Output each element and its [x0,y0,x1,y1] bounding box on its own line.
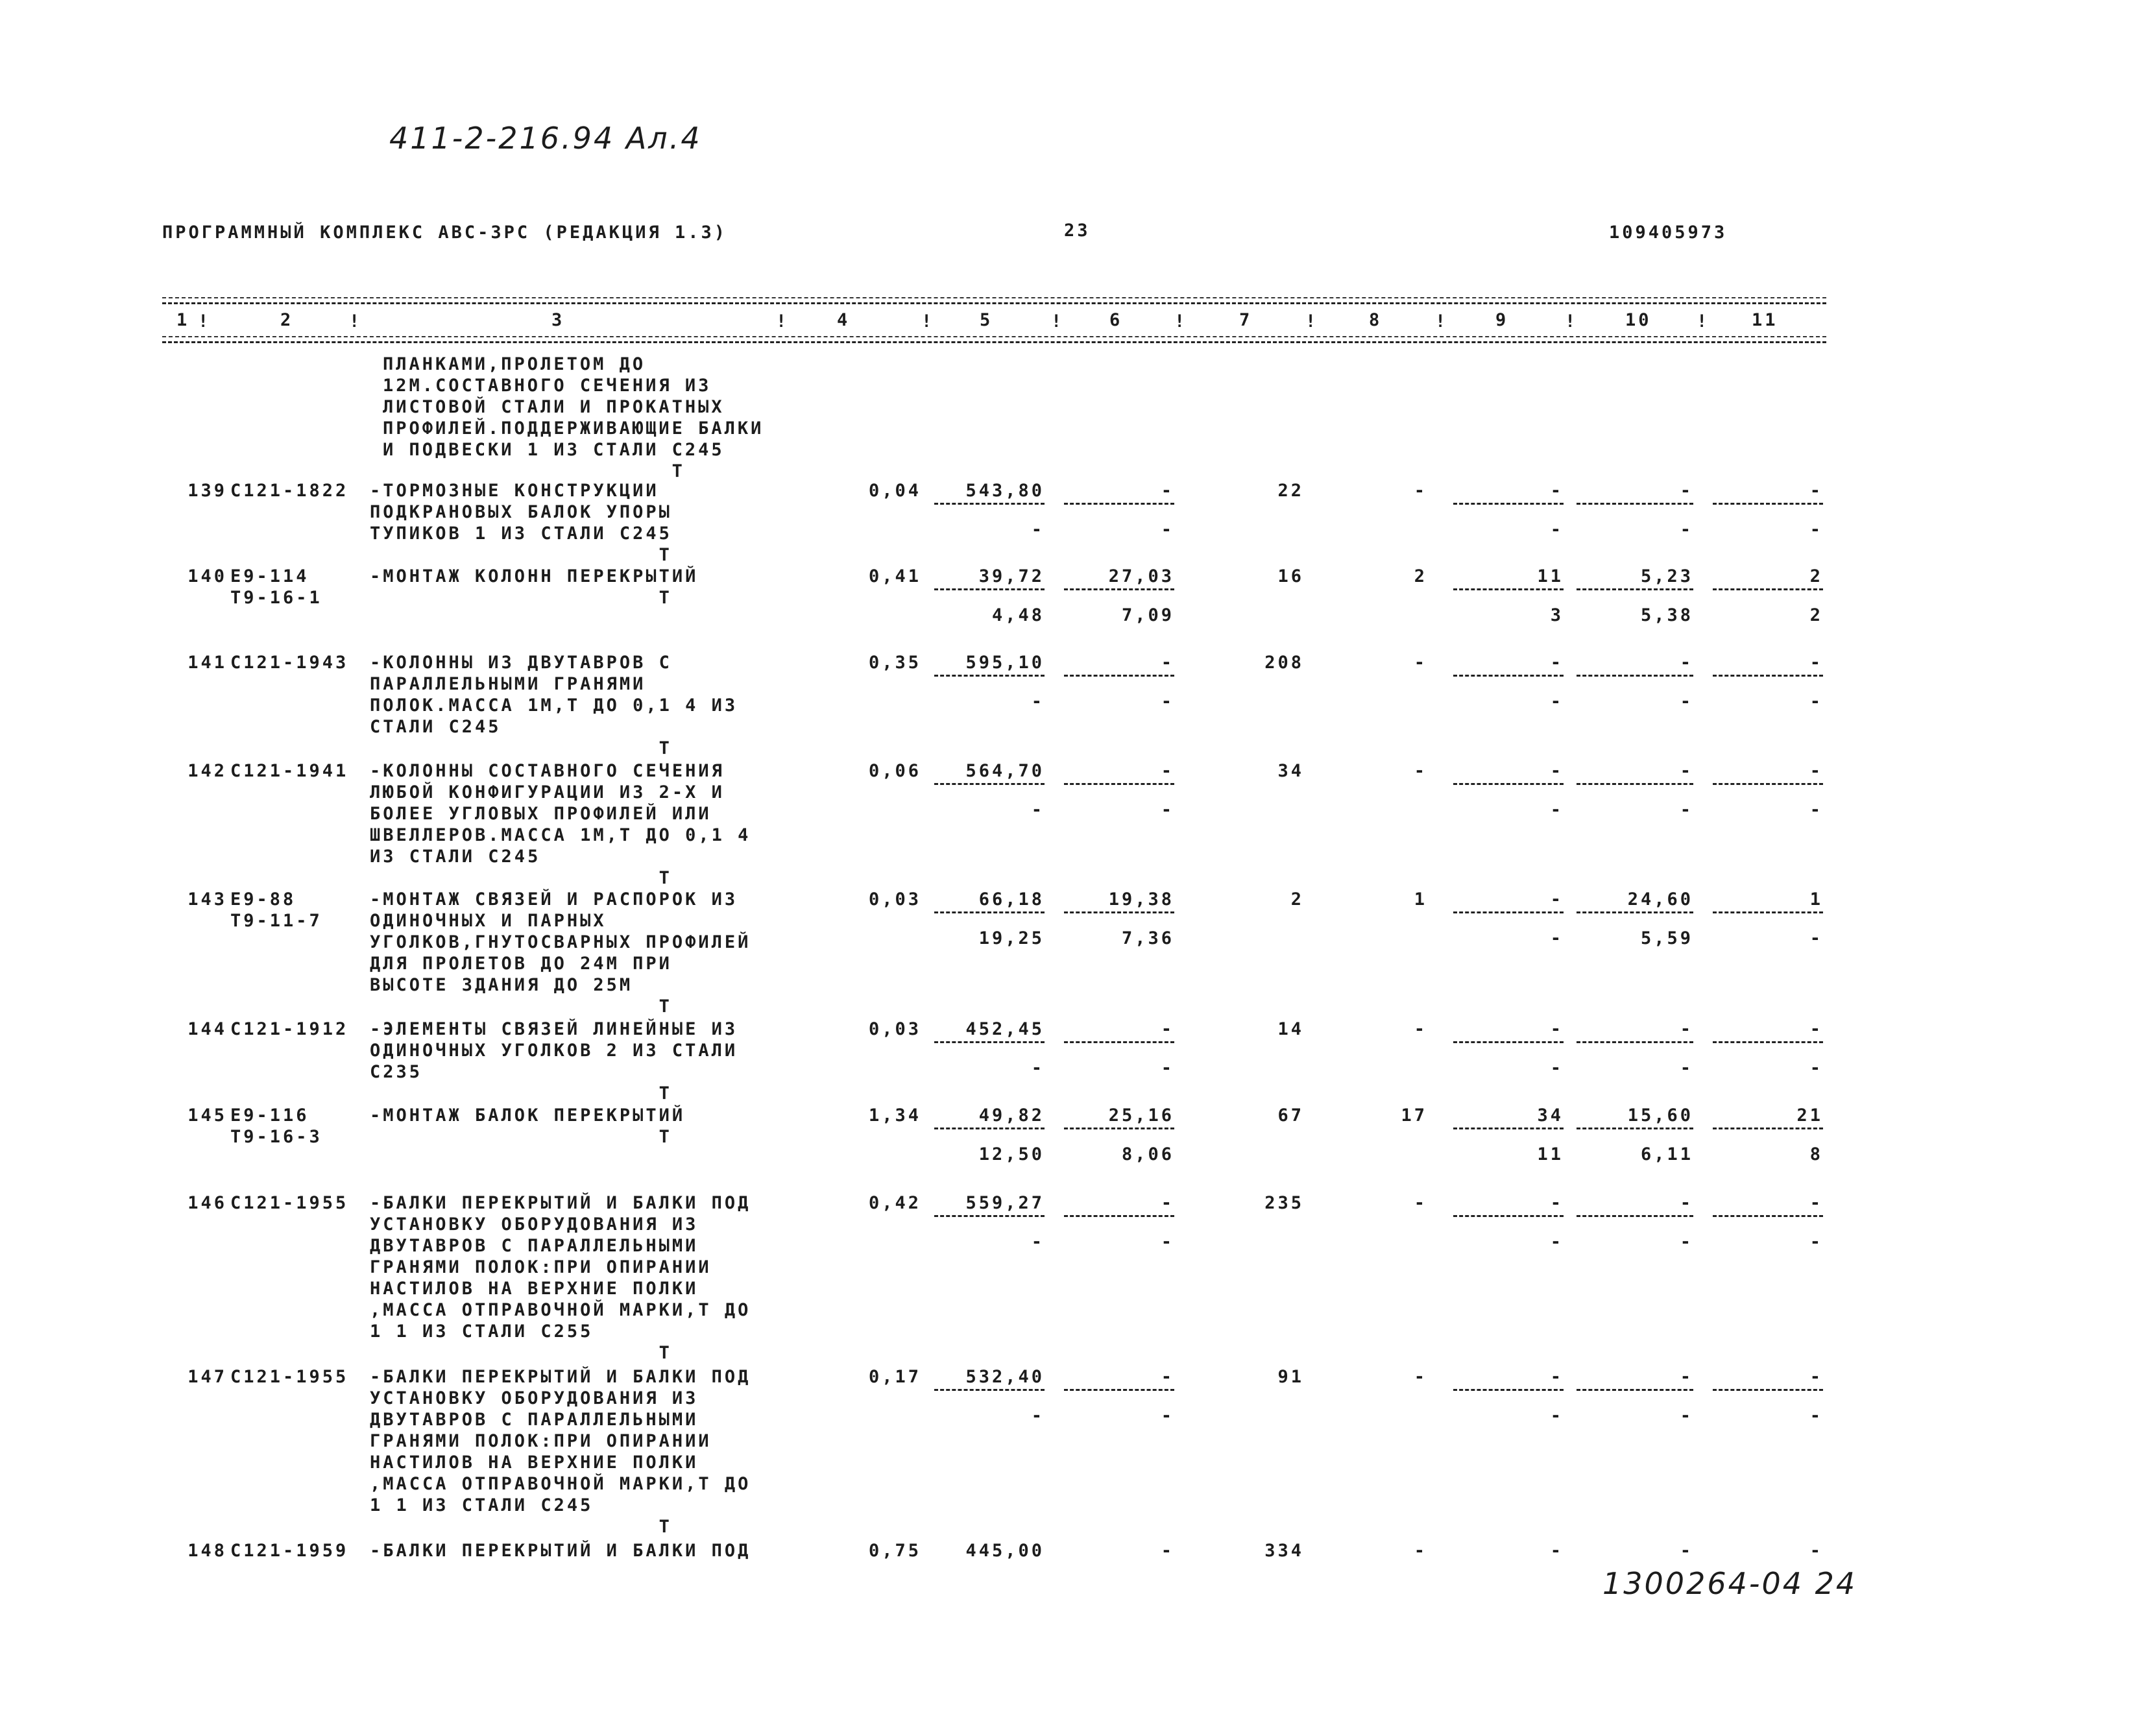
cell-labor-total-sub: 2 [1809,605,1823,625]
cell-wages-total: 2 [1414,566,1427,586]
cell-wages: - [1064,480,1174,505]
cell-wages: - [1161,1541,1174,1561]
cell-total-cost: 16 [1277,566,1304,586]
cell-total-cost: 91 [1277,1367,1304,1387]
work-description: -БАЛКИ ПЕРЕКРЫТИЙ И БАЛКИ ПОД [370,1541,751,1561]
cell-labor-total-sub: - [1809,1058,1823,1078]
row-number: 139 [187,481,227,501]
cell-unit-cost: 445,00 [965,1541,1045,1561]
cell-labor-total: - [1713,652,1823,677]
cell-labor-total: - [1713,480,1823,505]
cell-labor-total-sub: - [1809,1232,1823,1252]
cell-wages: 27,03 [1064,566,1174,590]
cell-unit-cost: 595,10 [934,652,1045,677]
col-separator: ! [921,311,935,332]
cell-unit-cost: 532,40 [934,1366,1045,1391]
cell-labor-total: - [1713,1366,1823,1391]
cell-wages: - [1064,1366,1174,1391]
cell-quantity: 0,42 [868,1193,921,1213]
cell-wages-total: - [1414,761,1427,781]
cell-wages-sub: - [1161,800,1174,820]
norm-code: Е9-88 Т9-11-7 [230,889,322,931]
col-separator: ! [776,311,790,332]
cell-wages-total: - [1414,653,1427,673]
cell-unit-cost: 452,45 [934,1019,1045,1043]
row-number: 144 [187,1019,227,1039]
row-number: 140 [187,566,227,586]
cell-machines-sub: - [1550,928,1564,948]
cell-labor-total: - [1713,1192,1823,1217]
work-description: -КОЛОННЫ ИЗ ДВУТАВРОВ С ПАРАЛЛЕЛЬНЫМИ ГРАНЯМИ ПОЛОК.МАССА 1М,Т ДО 0,1 4 ИЗ СТАЛИ С245 Т [370,653,738,758]
work-description: -ЭЛЕМЕНТЫ СВЯЗЕЙ ЛИНЕЙНЫЕ ИЗ ОДИНОЧНЫХ УГОЛКОВ 2 ИЗ СТАЛИ С235 Т [370,1019,738,1103]
cell-labor-sub: 5,38 [1640,605,1693,625]
cell-wages-sub: 8,06 [1121,1144,1174,1164]
cell-labor: 24,60 [1577,889,1693,913]
cell-quantity: 0,75 [868,1541,921,1561]
cell-labor: - [1577,1366,1693,1391]
work-description: -МОНТАЖ КОЛОНН ПЕРЕКРЫТИЙ Т [370,566,699,608]
cell-wages: 19,38 [1064,889,1174,913]
row-number: 146 [187,1193,227,1213]
cell-unit-cost-sub: 19,25 [978,928,1045,948]
cell-quantity: 0,03 [868,889,921,910]
work-description: -БАЛКИ ПЕРЕКРЫТИЙ И БАЛКИ ПОД УСТАНОВКУ ОБОРУДОВАНИЯ ИЗ ДВУТАВРОВ С ПАРАЛЛЕЛЬНЫМИ ГРАНЯМИ ПОЛОК:ПРИ ОПИРАНИИ НАСТИЛОВ НА ВЕРХНИЕ ПОЛКИ ,МАССА ОТПРАВОЧНОЙ МАРКИ,Т ДО 1 1 ИЗ СТАЛИ С255 Т [370,1193,751,1363]
col-header-6: 6 [1109,310,1123,330]
cell-machines-sub: - [1550,692,1564,712]
header-rule-bottom [162,336,1826,337]
cell-labor-sub: - [1680,800,1693,820]
col-header-5: 5 [980,310,993,330]
cell-machines: 11 [1453,566,1564,590]
norm-code: Е9-116 Т9-16-3 [230,1105,322,1147]
cell-labor-total: - [1713,1019,1823,1043]
cell-wages: - [1064,760,1174,785]
col-separator: ! [1435,311,1449,332]
cell-wages-sub: - [1161,1058,1174,1078]
cell-unit-cost: 66,18 [934,889,1045,913]
cell-labor-total: 21 [1713,1105,1823,1129]
cell-unit-cost-sub: 12,50 [978,1144,1045,1164]
cell-unit-cost-sub: 4,48 [991,605,1045,625]
cell-total-cost: 34 [1277,761,1304,781]
col-separator: ! [349,311,363,332]
cell-unit-cost-sub: - [1031,1232,1045,1252]
col-header-2: 2 [280,310,294,330]
cell-labor: - [1577,480,1693,505]
cell-quantity: 0,35 [868,653,921,673]
col-header-8: 8 [1369,310,1383,330]
cell-wages-total: - [1414,1541,1427,1561]
row-number: 148 [187,1541,227,1561]
norm-code: Е9-114 Т9-16-1 [230,566,322,608]
work-description: -МОНТАЖ СВЯЗЕЙ И РАСПОРОК ИЗ ОДИНОЧНЫХ И ПАРНЫХ УГОЛКОВ,ГНУТОСВАРНЫХ ПРОФИЛЕЙ ДЛЯ ПРОЛЕТОВ ДО 24М ПРИ ВЫСОТЕ ЗДАНИЯ ДО 25М Т [370,889,751,1017]
cell-wages-total: - [1414,1019,1427,1039]
header-rule-top-2 [162,302,1826,304]
cell-labor-total-sub: - [1809,692,1823,712]
continuation-description: ПЛАНКАМИ,ПРОЛЕТОМ ДО 12М.СОСТАВНОГО СЕЧЕНИЯ ИЗ ЛИСТОВОЙ СТАЛИ И ПРОКАТНЫХ ПРОФИЛЕЙ.ПОДДЕРЖИВАЮЩИЕ БАЛКИ И ПОДВЕСКИ 1 ИЗ СТАЛИ С245 Т [383,354,764,481]
col-separator: ! [198,311,211,332]
cell-machines: - [1453,1192,1564,1217]
cell-wages-sub: - [1161,1406,1174,1426]
cell-labor-sub: - [1680,692,1693,712]
cell-labor-total-sub: 8 [1809,1144,1823,1164]
cell-wages: - [1064,1019,1174,1043]
cell-unit-cost: 39,72 [934,566,1045,590]
cell-wages: - [1064,1192,1174,1217]
col-header-3: 3 [551,310,565,330]
cell-total-cost: 235 [1264,1193,1304,1213]
header-rule-bottom-2 [162,341,1826,343]
cell-labor-total-sub: - [1809,1406,1823,1426]
norm-code: С121-1822 [230,481,349,501]
cell-labor-total-sub: - [1809,520,1823,540]
cell-wages-total: 17 [1401,1105,1427,1126]
cell-quantity: 1,34 [868,1105,921,1126]
handwritten-inventory-number: 1300264-04 24 [1602,1566,1857,1601]
col-header-7: 7 [1239,310,1253,330]
norm-code: С121-1943 [230,653,349,673]
cell-labor-sub: 5,59 [1640,928,1693,948]
row-number: 147 [187,1367,227,1387]
cell-wages-sub: - [1161,520,1174,540]
cell-machines-sub: - [1550,800,1564,820]
cell-total-cost: 334 [1264,1541,1304,1561]
cell-machines-sub: - [1550,520,1564,540]
cell-machines-sub: - [1550,1058,1564,1078]
col-separator: ! [1174,311,1188,332]
cell-wages: 25,16 [1064,1105,1174,1129]
cell-machines: - [1453,760,1564,785]
cell-quantity: 0,03 [868,1019,921,1039]
cell-labor-total: - [1713,760,1823,785]
work-description: -КОЛОННЫ СОСТАВНОГО СЕЧЕНИЯ ЛЮБОЙ КОНФИГУРАЦИИ ИЗ 2-Х И БОЛЕЕ УГЛОВЫХ ПРОФИЛЕЙ ИЛИ ШВЕЛЛЕРОВ.МАССА 1М,Т ДО 0,1 4 ИЗ СТАЛИ С245 Т [370,761,751,888]
work-description: -ТОРМОЗНЫЕ КОНСТРУКЦИИ ПОДКРАНОВЫХ БАЛОК УПОРЫ ТУПИКОВ 1 ИЗ СТАЛИ С245 Т [370,481,672,565]
work-description: -БАЛКИ ПЕРЕКРЫТИЙ И БАЛКИ ПОД УСТАНОВКУ ОБОРУДОВАНИЯ ИЗ ДВУТАВРОВ С ПАРАЛЛЕЛЬНЫМИ ГРАНЯМИ ПОЛОК:ПРИ ОПИРАНИИ НАСТИЛОВ НА ВЕРХНИЕ ПОЛКИ ,МАССА ОТПРАВОЧНОЙ МАРКИ,Т ДО 1 1 ИЗ СТАЛИ С245 Т [370,1367,751,1537]
cell-labor-total-sub: - [1809,800,1823,820]
cell-total-cost: 14 [1277,1019,1304,1039]
norm-code: С121-1959 [230,1541,349,1561]
cell-labor-total: 2 [1713,566,1823,590]
cell-machines-sub: 11 [1537,1144,1564,1164]
page-number: 23 [1064,221,1091,241]
cell-machines: 34 [1453,1105,1564,1129]
cell-wages-sub: - [1161,1232,1174,1252]
cell-quantity: 0,04 [868,481,921,501]
cell-labor-sub: - [1680,1406,1693,1426]
document-code: 109405973 [1609,223,1728,243]
col-separator: ! [1051,311,1065,332]
cell-machines-sub: 3 [1550,605,1564,625]
cell-total-cost: 2 [1290,889,1304,910]
cell-labor: - [1577,1192,1693,1217]
cell-labor: - [1577,1019,1693,1043]
cell-labor-sub: 6,11 [1640,1144,1693,1164]
cell-wages-total: - [1414,1367,1427,1387]
col-header-10: 10 [1625,310,1652,330]
cell-machines-sub: - [1550,1406,1564,1426]
cell-machines: - [1453,889,1564,913]
cell-labor-sub: - [1680,1232,1693,1252]
cell-unit-cost-sub: - [1031,1406,1045,1426]
cell-wages-total: - [1414,481,1427,501]
cell-labor: - [1680,1541,1693,1561]
cell-machines: - [1453,1366,1564,1391]
cell-wages-total: 1 [1414,889,1427,910]
cell-labor: - [1577,760,1693,785]
header-rule-top [162,297,1826,298]
cell-machines-sub: - [1550,1232,1564,1252]
handwritten-doc-number: 411-2-216.94 Ал.4 [389,121,702,156]
col-header-9: 9 [1495,310,1509,330]
norm-code: С121-1941 [230,761,349,781]
cell-labor-sub: - [1680,1058,1693,1078]
cell-unit-cost-sub: - [1031,800,1045,820]
cell-labor: 5,23 [1577,566,1693,590]
cell-quantity: 0,41 [868,566,921,586]
cell-wages: - [1064,652,1174,677]
norm-code: С121-1912 [230,1019,349,1039]
cell-wages-sub: - [1161,692,1174,712]
cell-quantity: 0,06 [868,761,921,781]
cell-unit-cost-sub: - [1031,1058,1045,1078]
row-number: 145 [187,1105,227,1126]
cell-labor: 15,60 [1577,1105,1693,1129]
col-header-11: 11 [1752,310,1778,330]
col-separator: ! [1565,311,1578,332]
program-title: ПРОГРАММНЫЙ КОМПЛЕКС АВС-3РС (РЕДАКЦИЯ 1.3) [162,223,727,243]
cell-labor-sub: - [1680,520,1693,540]
cell-total-cost: 22 [1277,481,1304,501]
work-description: -МОНТАЖ БАЛОК ПЕРЕКРЫТИЙ Т [370,1105,686,1147]
cell-machines: - [1453,1019,1564,1043]
col-header-4: 4 [837,310,851,330]
cell-wages-sub: 7,36 [1121,928,1174,948]
cell-quantity: 0,17 [868,1367,921,1387]
norm-code: С121-1955 [230,1193,349,1213]
cell-labor-total: - [1809,1541,1823,1561]
cell-unit-cost-sub: - [1031,520,1045,540]
norm-code: С121-1955 [230,1367,349,1387]
cell-unit-cost: 564,70 [934,760,1045,785]
row-number: 141 [187,653,227,673]
cell-labor-total-sub: - [1809,928,1823,948]
row-number: 143 [187,889,227,910]
cell-unit-cost: 543,80 [934,480,1045,505]
col-header-1: 1 [176,310,190,330]
cell-machines: - [1453,480,1564,505]
cell-wages-sub: 7,09 [1121,605,1174,625]
cell-wages-total: - [1414,1193,1427,1213]
cell-unit-cost-sub: - [1031,692,1045,712]
col-separator: ! [1305,311,1319,332]
cell-machines: - [1453,652,1564,677]
cell-unit-cost: 559,27 [934,1192,1045,1217]
cell-total-cost: 67 [1277,1105,1304,1126]
row-number: 142 [187,761,227,781]
cell-unit-cost: 49,82 [934,1105,1045,1129]
cell-machines: - [1550,1541,1564,1561]
col-separator: ! [1697,311,1710,332]
cell-labor-total: 1 [1713,889,1823,913]
cell-labor: - [1577,652,1693,677]
cell-total-cost: 208 [1264,653,1304,673]
